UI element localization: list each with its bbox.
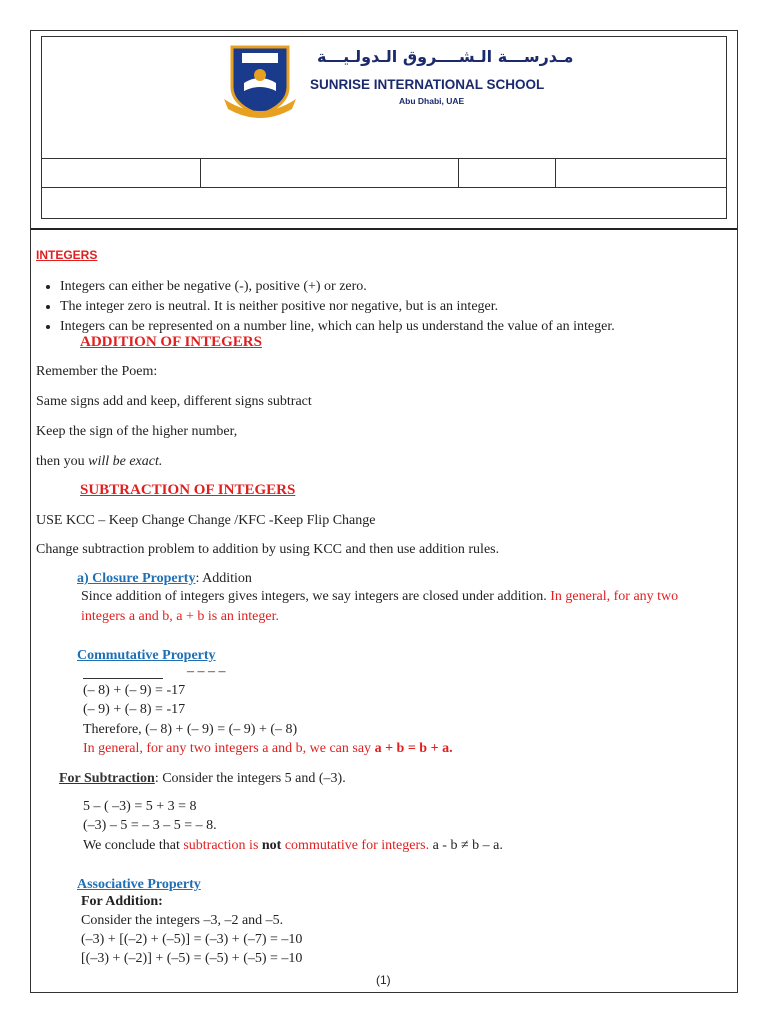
text-span: In general, for any two integers a and b, we can say	[83, 741, 375, 756]
text-span: We conclude that	[83, 838, 184, 853]
kcc-explanation: Change subtraction problem to addition by using KCC and then use addition rules.	[36, 542, 500, 557]
school-header	[41, 36, 727, 219]
for-subtraction-title: For Subtraction	[59, 771, 155, 786]
commutative-property-title: Commutative Property	[77, 648, 216, 663]
poem-line: Keep the sign of the higher number,	[36, 424, 238, 439]
for-addition-label: For Addition:	[81, 894, 163, 909]
subtraction-intro	[59, 771, 346, 787]
text-span: : Addition	[195, 571, 252, 586]
text-span: commutative for integers.	[281, 838, 430, 853]
list-item: • Integers can either be negative (-), positive (+) or zero.	[60, 277, 615, 297]
header-divider	[31, 228, 737, 230]
text-span: subtraction is	[183, 838, 262, 853]
commutative-general-rule	[83, 741, 453, 757]
equation: (–3) + [(–2) + (–5)] = (–3) + (–7) = –10	[81, 932, 303, 947]
kcc-line: USE KCC – Keep Change Change /KFC -Keep Flip Change	[36, 513, 376, 528]
equation: (– 8) + (– 9) = -17	[83, 683, 186, 698]
text-span: Since addition of integers gives integers, we say integers are closed under addition.	[81, 589, 551, 604]
list-item: • Integers can be represented on a number line, which can help us understand the value of an integer.	[60, 317, 615, 337]
integers-heading: INTEGERS	[36, 248, 98, 262]
closure-text	[81, 589, 678, 605]
school-location: Abu Dhabi, UAE	[399, 96, 465, 106]
text-span: a - b ≠ b – a.	[429, 838, 503, 853]
info-cell	[459, 159, 556, 187]
closure-property-title: a) Closure Property	[77, 571, 196, 586]
info-cell	[41, 159, 201, 187]
closure-title-line	[77, 571, 252, 587]
equation: (– 9) + (– 8) = -17	[83, 702, 186, 717]
poem-line	[36, 454, 162, 470]
subtraction-heading: SUBTRACTION OF INTEGERS	[80, 482, 296, 498]
integers-list	[38, 277, 615, 337]
header-info-row	[41, 158, 727, 188]
associative-property-title: Associative Property	[77, 877, 201, 892]
document-page	[30, 30, 738, 993]
text-span: will be exact.	[88, 454, 163, 469]
school-name-arabic: مـدرســـة الـشــــروق الـدولـيـــة	[317, 47, 574, 66]
text-span: In general, for any two	[550, 589, 679, 604]
text-span: then you	[36, 454, 89, 469]
poem-line: Same signs add and keep, different signs subtract	[36, 394, 312, 409]
page-number: (1)	[376, 973, 391, 987]
list-item: • The integer zero is neutral. It is neither positive nor negative, but is an integer.	[60, 297, 615, 317]
text-span: a + b = b + a.	[374, 741, 453, 756]
info-cell	[201, 159, 459, 187]
associative-consider: Consider the integers –3, –2 and –5.	[81, 913, 284, 928]
blank-line	[83, 678, 163, 680]
text-span: : Consider the integers 5 and (–3).	[154, 771, 346, 786]
school-name-english: SUNRISE INTERNATIONAL SCHOOL	[310, 77, 545, 92]
equation: 5 – ( –3) = 5 + 3 = 8	[83, 799, 197, 814]
school-logo	[220, 43, 300, 119]
equation: (–3) – 5 = – 3 – 5 = – 8.	[83, 818, 217, 833]
subtraction-conclusion	[83, 838, 503, 854]
dash-marks: – – – –	[187, 664, 226, 679]
info-cell	[556, 159, 727, 187]
text-span: not	[261, 838, 282, 853]
addition-heading: ADDITION OF INTEGERS	[80, 334, 262, 350]
equation: [(–3) + (–2)] + (–5) = (–5) + (–5) = –10	[81, 951, 303, 966]
equation: Therefore, (– 8) + (– 9) = (– 9) + (– 8)	[83, 722, 298, 737]
poem-intro: Remember the Poem:	[36, 364, 158, 379]
closure-text-red: integers a and b, a + b is an integer.	[81, 609, 280, 624]
